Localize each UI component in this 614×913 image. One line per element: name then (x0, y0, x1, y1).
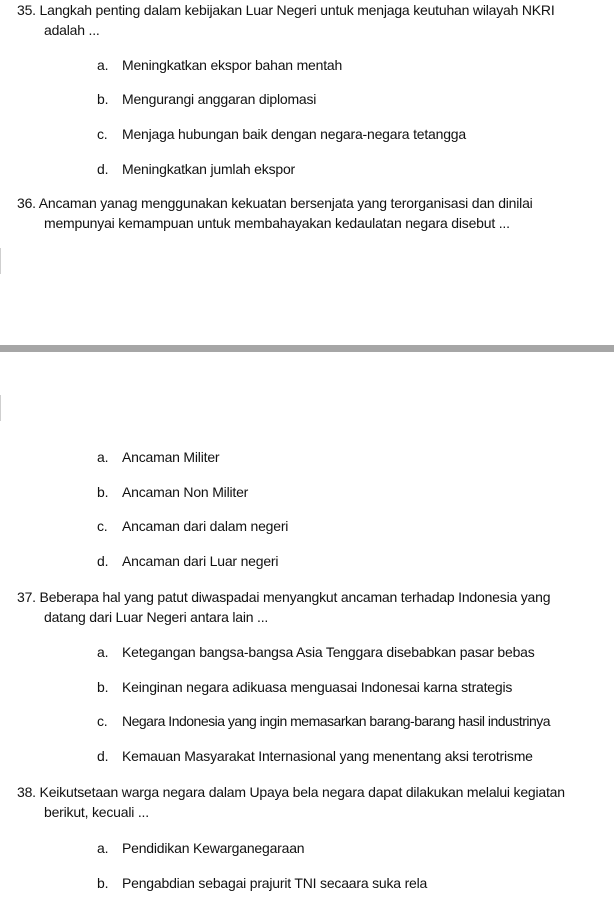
option-text: Ancaman Militer (122, 449, 220, 465)
option-text: Negara Indonesia yang ingin memasarkan barang-barang hasil industrinya (122, 713, 551, 729)
question-35-line1: 35. Langkah penting dalam kebijakan Luar Negeri untuk menjaga keutuhan wilayah NKRI (17, 2, 555, 18)
option-text: Menjaga hubungan baik dengan negara-negara tetangga (122, 126, 466, 142)
question-37-line2: datang dari Luar Negeri antara lain ... (44, 609, 269, 625)
option-text: Ancaman dari Luar negeri (122, 553, 279, 569)
question-38-line2: berikut, kecuali ... (44, 804, 149, 820)
option-text: Pendidikan Kewarganegaraan (122, 840, 305, 856)
option-37-b[interactable] (97, 677, 512, 697)
option-key: a. (97, 644, 109, 660)
option-36-c[interactable] (97, 516, 288, 536)
option-key: c. (97, 518, 108, 534)
option-38-a[interactable] (97, 838, 304, 858)
page-edge-mark (0, 395, 1, 421)
option-key: a. (97, 57, 109, 73)
question-36-line2: mempunyai kemampuan untuk membahayakan kedaulatan negara disebut ... (44, 215, 510, 231)
question-38-line1: 38. Keikutsetaan warga negara dalam Upaya bela negara dapat dilakukan melalui kegiatan (17, 784, 565, 800)
option-37-a[interactable] (97, 642, 535, 662)
option-text: Mengurangi anggaran diplomasi (122, 91, 317, 107)
option-text: Meningkatkan ekspor bahan mentah (122, 57, 343, 73)
option-key: c. (97, 126, 108, 142)
option-text: Ancaman Non Militer (122, 484, 249, 500)
option-35-a[interactable] (97, 55, 342, 75)
option-37-c[interactable] (97, 711, 550, 731)
option-35-b[interactable] (97, 89, 316, 109)
option-key: b. (97, 91, 109, 107)
option-text: Meningkatkan jumlah ekspor (122, 161, 296, 177)
page-edge-mark (0, 248, 1, 274)
question-36-line1: 36. Ancaman yanag menggunakan kekuatan bersenjata yang terorganisasi dan dinilai (17, 195, 533, 211)
option-key: a. (97, 840, 109, 856)
option-text: Kemauan Masyarakat Internasional yang menentang aksi terotrisme (122, 748, 533, 764)
option-37-d[interactable] (97, 746, 533, 766)
option-35-d[interactable] (97, 159, 295, 179)
option-38-b[interactable] (97, 873, 427, 893)
option-35-c[interactable] (97, 124, 466, 144)
option-text: Ancaman dari dalam negeri (122, 518, 289, 534)
option-key: b. (97, 484, 109, 500)
option-key: b. (97, 875, 109, 891)
option-36-d[interactable] (97, 551, 278, 571)
option-key: d. (97, 553, 109, 569)
option-key: b. (97, 679, 109, 695)
option-text: Ketegangan bangsa-bangsa Asia Tenggara disebabkan pasar bebas (122, 644, 535, 660)
question-35-line2: adalah ... (44, 22, 100, 38)
option-key: d. (97, 161, 109, 177)
page-break-divider (0, 345, 614, 352)
option-key: d. (97, 748, 109, 764)
option-36-b[interactable] (97, 482, 248, 502)
option-text: Pengabdian sebagai prajurit TNI secaara suka rela (122, 875, 428, 891)
question-37-line1: 37. Beberapa hal yang patut diwaspadai menyangkut ancaman terhadap Indonesia yang (17, 589, 551, 605)
option-key: a. (97, 449, 109, 465)
option-text: Keinginan negara adikuasa menguasai Indonesai karna strategis (122, 679, 513, 695)
option-key: c. (97, 713, 108, 729)
option-36-a[interactable] (97, 447, 219, 467)
